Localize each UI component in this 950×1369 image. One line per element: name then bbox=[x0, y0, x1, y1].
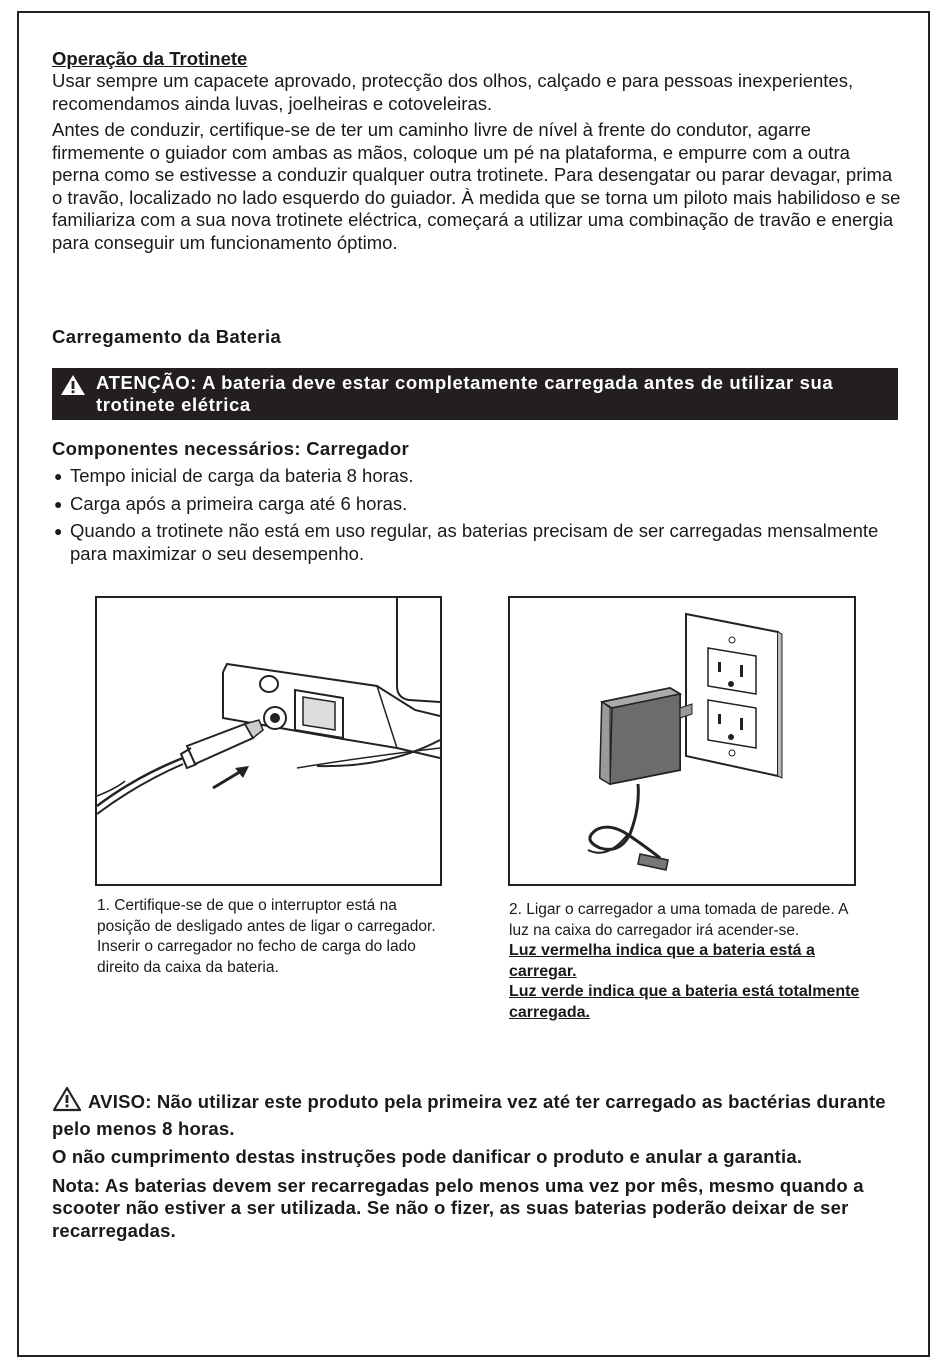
bullet-icon: ● bbox=[54, 495, 63, 512]
battery-charging-title: Carregamento da Bateria bbox=[52, 326, 282, 347]
operation-title: Operação da Trotinete bbox=[52, 48, 248, 69]
list-item: ● Quando a trotinete não está em uso regular, as baterias precisam de ser carregadas mensalmente para maximizar o seu desempenho. bbox=[54, 520, 879, 564]
list-item: ● Tempo inicial de carga da bateria 8 horas. bbox=[54, 465, 414, 486]
warning-triangle-icon bbox=[60, 372, 90, 420]
components-title: Componentes necessários: Carregador bbox=[52, 438, 409, 459]
warning-notice-section bbox=[52, 1086, 912, 1248]
aviso-line bbox=[52, 1086, 912, 1140]
bullet-icon: ● bbox=[54, 523, 63, 539]
aviso-text: AVISO: Não utilizar este produto pela primeira vez até ter carregado as bactérias durante pelo menos 8 horas. bbox=[52, 1091, 886, 1139]
warning-triangle-outline-icon bbox=[52, 1086, 82, 1118]
figure2-red-light-note: Luz vermelha indica que a bateria está a carregar. bbox=[509, 942, 815, 980]
charge-port-drawing bbox=[97, 598, 440, 884]
figure-charge-port-illustration bbox=[95, 596, 442, 886]
figure2-caption bbox=[509, 900, 864, 1023]
components-section bbox=[52, 438, 902, 570]
operation-paragraph-safety: Usar sempre um capacete aprovado, protecção dos olhos, calçado e para pessoas inexperientes, recomendamos ainda luvas, joelheiras e cotoveleiras. bbox=[52, 70, 854, 114]
figure-wall-outlet-illustration bbox=[508, 596, 856, 886]
attention-banner bbox=[52, 368, 898, 420]
attention-text: ATENÇÃO: A bateria deve estar completamente carregada antes de utilizar sua trotinete elétrica bbox=[96, 372, 834, 415]
nota-text: Nota: As baterias devem ser recarregadas pelo menos uma vez por mês, mesmo quando a scooter não estiver a ser utilizada. Se não o fizer, as suas baterias poderão deixar de ser recarregadas. bbox=[52, 1174, 864, 1241]
operation-paragraph-riding: Antes de conduzir, certifique-se de ter um caminho livre de nível à frente do condutor, agarre firmemente o guiador com ambas as mãos, coloque um pé na plataforma, e empurre com a outra perna como se estivesse a conduzir qualquer outra trotinete. Para desengatar ou parar devagar, prima o travão, localizado no lado esquerdo do guiador. À medida que se torna um piloto mais habilidoso e se familiariza com a sua nova trotinete eléctrica, começará a utilizar uma combinação de travão e energia para conseguir um funcionamento óptimo. bbox=[52, 119, 901, 253]
list-item: ● Carga após a primeira carga até 6 horas. bbox=[54, 492, 408, 514]
wall-outlet-drawing bbox=[510, 598, 854, 884]
figure2-green-light-note: Luz verde indica que a bateria está totalmente carregada. bbox=[509, 983, 860, 1021]
components-list bbox=[52, 465, 902, 565]
bullet-icon: ● bbox=[54, 468, 63, 484]
figure1-caption: 1. Certifique-se de que o interruptor está na posição de desligado antes de ligar o carregador. Inserir o carregador no fecho de carga do lado direito da caixa da bateria. bbox=[97, 897, 436, 976]
operation-section bbox=[52, 48, 902, 254]
warranty-text: O não cumprimento destas instruções pode danificar o produto e anular a garantia. bbox=[52, 1146, 803, 1167]
figure2-caption-text: 2. Ligar o carregador a uma tomada de parede. A luz na caixa do carregador irá acender-se. bbox=[509, 901, 848, 939]
